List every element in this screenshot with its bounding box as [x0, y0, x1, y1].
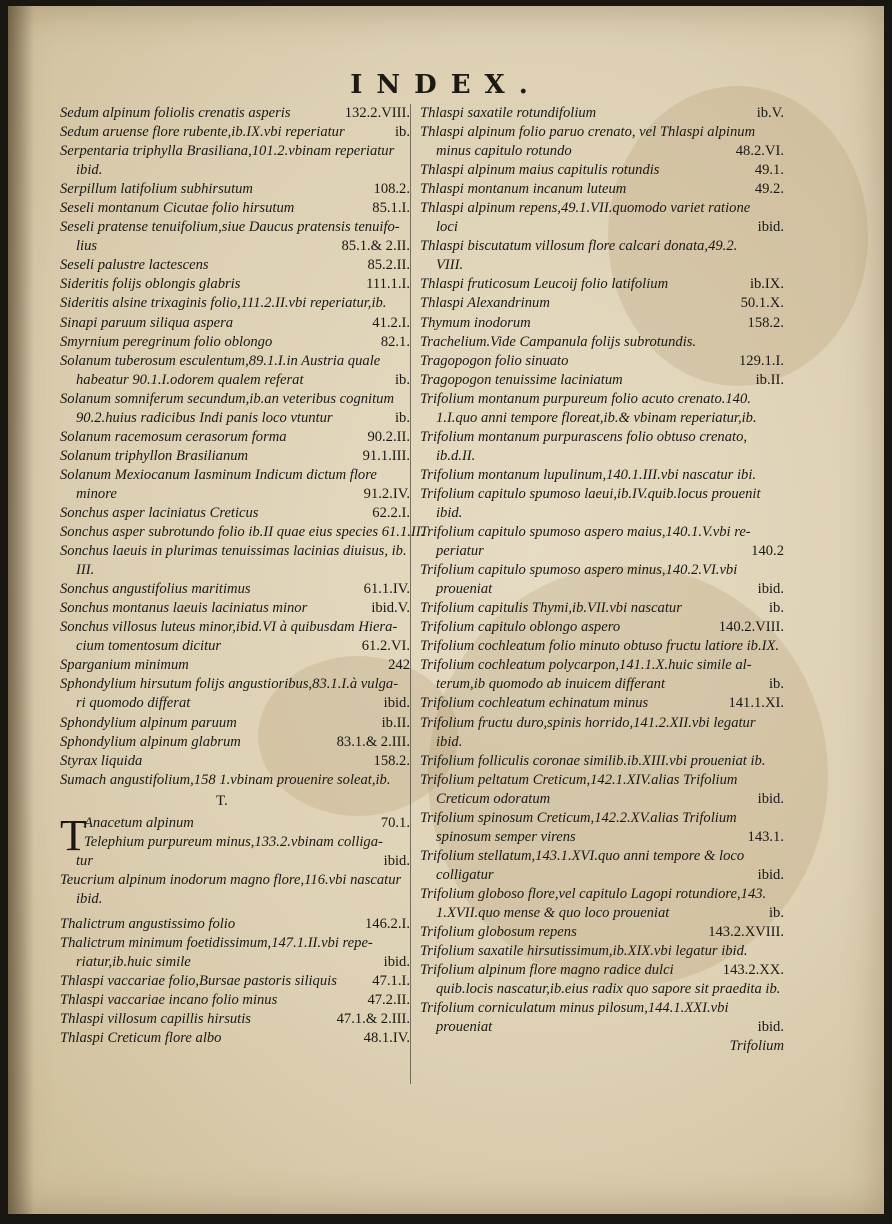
entry-reference: 85.2.II.	[367, 257, 410, 274]
index-entry	[60, 371, 410, 390]
index-entry	[420, 256, 784, 275]
index-entry	[60, 890, 410, 909]
index-entry	[60, 972, 410, 991]
entry-reference: 47.1.I.	[372, 973, 410, 990]
index-entry	[420, 999, 784, 1018]
entry-reference: 91.2.IV.	[363, 485, 410, 502]
index-entry	[60, 714, 410, 733]
entry-text: Trifolium corniculatum minus pilosum,144.1.XXI.vbi	[420, 1000, 729, 1017]
index-entry	[420, 771, 784, 790]
entry-list-t	[60, 810, 410, 1049]
entry-reference: 47.1.& 2.III.	[336, 1011, 410, 1028]
entry-reference: ib.II.	[381, 714, 410, 731]
entry-text: proueniat	[436, 1019, 493, 1036]
entry-text: Sonchus asper subrotundo folio ib.II quae eius species 61.1.II.	[60, 524, 425, 541]
index-entry	[420, 523, 784, 542]
index-entry	[60, 218, 410, 237]
entry-text: lius	[76, 238, 98, 255]
entry-reference: ibid.	[383, 852, 410, 869]
index-entry	[60, 352, 410, 371]
index-entry	[60, 991, 410, 1010]
index-entry	[420, 352, 784, 371]
index-entry	[420, 428, 784, 447]
entry-text: habeatur 90.1.I.odorem qualem referat	[76, 371, 304, 388]
entry-reference: ib.	[395, 124, 410, 141]
entry-text: Tragopogon folio sinuato	[420, 352, 569, 369]
index-entry	[60, 180, 410, 199]
entry-reference: 70.1.	[380, 814, 410, 831]
entry-reference: 50.1.X.	[740, 295, 784, 312]
page-heading: INDEX.	[350, 70, 542, 100]
index-entry	[420, 866, 784, 885]
entry-reference: ibid.	[383, 695, 410, 712]
index-entry	[420, 199, 784, 218]
index-entry	[60, 1010, 410, 1029]
index-column-right	[420, 104, 784, 1056]
entry-reference: 82.1.	[380, 333, 410, 350]
index-entry	[60, 733, 410, 752]
entry-text: Trifolium montanum purpureum folio acuto crenato.140.	[420, 390, 751, 407]
entry-reference: 47.2.II.	[367, 992, 410, 1009]
entry-text: minore	[76, 485, 117, 502]
index-entry	[60, 161, 410, 180]
index-entry	[420, 961, 784, 980]
index-entry	[60, 814, 410, 833]
entry-text: Trifolium capitulis Thymi,ib.VII.vbi nascatur	[420, 600, 682, 617]
index-entry	[60, 123, 410, 142]
entry-reference: ib.	[769, 904, 784, 921]
index-entry	[60, 580, 410, 599]
entry-reference: 146.2.I.	[365, 915, 410, 932]
entry-text: Sphondylium alpinum paruum	[60, 714, 237, 731]
entry-reference: ib.	[769, 676, 784, 693]
entry-text: Thymum inodorum	[420, 314, 531, 331]
index-entry	[60, 934, 410, 953]
entry-text: Sonchus asper laciniatus Creticus	[60, 504, 259, 521]
entry-reference: 49.1.	[754, 162, 784, 179]
entry-text: Trifolium stellatum,143.1.XVI.quo anni tempore & loco	[420, 847, 745, 864]
entry-text: Seseli montanum Cicutae folio hirsutum	[60, 200, 295, 217]
index-entry	[420, 733, 784, 752]
entry-text: VIII.	[436, 257, 464, 274]
entry-reference: 158.2.	[747, 314, 784, 331]
catchword: Trifolium	[729, 1038, 784, 1055]
section-header-t	[60, 790, 410, 814]
index-entry	[60, 599, 410, 618]
index-entry	[420, 504, 784, 523]
entry-list-s	[60, 104, 425, 790]
index-entry	[60, 466, 410, 485]
entry-text: Sinapi paruum siliqua aspera	[60, 314, 234, 331]
index-entry	[420, 942, 784, 961]
entry-text: Trifolium peltatum Creticum,142.1.XIV.alias Trifolium	[420, 771, 738, 788]
index-entry	[420, 485, 784, 504]
entry-reference: 49.2.	[754, 181, 784, 198]
index-entry	[60, 237, 410, 256]
entry-text: Sonchus angustifolius maritimus	[60, 581, 251, 598]
entry-reference: ibid.	[757, 790, 784, 807]
entry-text: Trifolium capitulo oblongo aspero	[420, 619, 621, 636]
index-entry	[420, 390, 784, 409]
entry-text: Anacetum alpinum	[84, 814, 194, 831]
index-entry	[60, 915, 410, 934]
index-entry	[60, 542, 410, 561]
index-entry	[60, 390, 410, 409]
entry-text: Thlaspi saxatile rotundifolium	[420, 105, 597, 121]
index-column-left	[60, 104, 425, 1048]
entry-text: riatur,ib.huic simile	[76, 954, 191, 971]
index-entry	[60, 637, 410, 656]
index-entry	[420, 409, 784, 428]
index-entry	[60, 752, 410, 771]
entry-text: Thlaspi vaccariae folio,Bursae pastoris siliquis	[60, 973, 337, 990]
entry-text: Solanum Mexiocanum Iasminum Indicum dictum flore	[60, 466, 377, 483]
drop-initial: T	[60, 810, 87, 860]
entry-text: Thlaspi alpinum repens,49.1.VII.quomodo variet ratione	[420, 200, 751, 217]
entry-text: Serpillum latifolium subhirsutum	[60, 181, 253, 198]
entry-text: Thlaspi villosum capillis hirsutis	[60, 1011, 251, 1028]
entry-text: ib.d.II.	[436, 447, 476, 464]
entry-reference: ib.	[769, 600, 784, 617]
entry-text: minus capitulo rotundo	[436, 143, 572, 160]
entry-text: Trifolium globosum repens	[420, 924, 577, 941]
entry-text: Trachelium.Vide Campanula folijs subrotundis.	[420, 333, 697, 350]
entry-text: Trifolium folliculis coronae similib.ib.XIII.vbi proueniat ib.	[420, 752, 766, 769]
entry-text: ibid.	[76, 162, 103, 179]
index-entry	[420, 618, 784, 637]
binding-gutter	[8, 6, 34, 1214]
entry-list-t-cont	[420, 104, 784, 1037]
index-entry	[420, 161, 784, 180]
entry-text: Thlaspi biscutatum villosum flore calcari donata,49.2.	[420, 238, 738, 255]
index-entry	[60, 294, 410, 313]
entry-text: Seseli pratense tenuifolium,siue Daucus pratensis tenuifo-	[60, 219, 400, 236]
entry-reference: ib.	[395, 371, 410, 388]
entry-reference: 129.1.I.	[739, 352, 784, 369]
entry-text: Trifolium montanum purpurascens folio obtuso crenato,	[420, 428, 748, 445]
entry-text: 1.XVII.quo mense & quo loco proueniat	[436, 904, 670, 921]
entry-text: Trifolium fructu duro,spinis horrido,141.2.XII.vbi legatur	[420, 714, 756, 731]
entry-reference: 83.1.& 2.III.	[336, 733, 410, 750]
index-entry	[60, 142, 410, 161]
entry-text: 1.I.quo anni tempore floreat,ib.& vbinam reperiatur,ib.	[436, 409, 757, 426]
entry-reference: 141.1.XI.	[728, 695, 784, 712]
index-entry	[60, 333, 410, 352]
index-entry	[420, 294, 784, 313]
index-entry	[420, 542, 784, 561]
entry-reference: ibid.	[757, 219, 784, 236]
entry-text: Sparganium minimum	[60, 657, 189, 674]
index-entry	[60, 771, 410, 790]
index-entry	[60, 428, 410, 447]
index-entry	[60, 199, 410, 218]
entry-text: Sideritis folijs oblongis glabris	[60, 276, 241, 293]
index-entry	[60, 656, 410, 675]
entry-text: Solanum racemosum cerasorum forma	[60, 428, 287, 445]
entry-text: Thlaspi alpinum maius capitulis rotundis	[420, 162, 660, 179]
entry-reference: 143.2.XX.	[722, 962, 784, 979]
entry-text: ibid.	[436, 733, 463, 750]
index-entry	[60, 675, 410, 694]
entry-text: Sumach angustifolium,158 1.vbinam prouenire soleat,ib.	[60, 771, 391, 788]
entry-reference: ibid.	[757, 866, 784, 883]
entry-text: Thlaspi montanum incanum luteum	[420, 181, 627, 198]
entry-reference: 140.2	[751, 543, 784, 560]
catchword-line	[420, 1037, 784, 1056]
entry-reference: ibid.	[757, 1019, 784, 1036]
entry-reference: 61.1.IV.	[363, 581, 410, 598]
index-entry	[420, 694, 784, 713]
entry-text: Thlaspi alpinum folio paruo crenato, vel Thlaspi alpinum	[420, 124, 756, 141]
index-entry	[60, 1029, 410, 1048]
index-entry	[420, 580, 784, 599]
entry-text: Sonchus laeuis in plurimas tenuissimas lacinias diuisus, ib.	[60, 543, 407, 560]
index-entry	[420, 180, 784, 199]
entry-text: Thlaspi vaccariae incano folio minus	[60, 992, 278, 1009]
entry-text: ri quomodo differat	[76, 695, 191, 712]
index-entry	[60, 618, 410, 637]
entry-reference: ibid.V.	[371, 600, 410, 617]
index-entry	[60, 871, 410, 890]
entry-text: ibid.	[436, 504, 463, 521]
index-entry	[60, 314, 410, 333]
index-entry	[420, 885, 784, 904]
entry-text: Sedum alpinum foliolis crenatis asperis	[60, 105, 291, 121]
entry-reference: 242	[388, 657, 410, 674]
entry-text: loci	[436, 219, 458, 236]
index-entry	[420, 923, 784, 942]
entry-text: Trifolium alpinum flore magno radice dulci	[420, 962, 674, 979]
section-t	[60, 810, 410, 1049]
entry-reference: 143.1.	[747, 828, 784, 845]
index-entry	[420, 275, 784, 294]
entry-reference: 158.2.	[373, 752, 410, 769]
index-entry	[420, 980, 784, 999]
entry-reference: 143.2.XVIII.	[708, 924, 784, 941]
index-entry	[60, 694, 410, 713]
index-entry	[420, 561, 784, 580]
entry-text: Trifolium saxatile hirsutissimum,ib.XIX.vbi legatur ibid.	[420, 943, 748, 960]
entry-text: Thalictrum angustissimo folio	[60, 915, 236, 932]
index-entry	[420, 752, 784, 771]
entry-reference: 62.2.I.	[372, 504, 410, 521]
index-entry	[420, 675, 784, 694]
index-entry	[420, 714, 784, 733]
entry-text: Trifolium cochleatum folio minuto obtuso fructu latiore ib.IX.	[420, 638, 780, 655]
entry-reference: ibid.	[383, 954, 410, 971]
index-entry	[420, 104, 784, 123]
entry-text: 90.2.huius radicibus Indi panis loco vtuntur	[76, 409, 333, 426]
entry-text: Trifolium capitulo spumoso aspero minus,140.2.VI.vbi	[420, 562, 738, 579]
entry-text: Trifolium cochleatum polycarpon,141.1.X.huic simile al-	[420, 657, 752, 674]
entry-reference: 111.1.I.	[366, 276, 410, 293]
index-entry	[420, 142, 784, 161]
index-entry	[60, 485, 410, 504]
entry-text: spinosum semper virens	[436, 828, 576, 845]
column-divider	[410, 104, 411, 1084]
entry-text: cium tomentosum dicitur	[76, 638, 222, 655]
entry-text: Serpentaria triphylla Brasiliana,101.2.vbinam reperiatur	[60, 143, 395, 160]
entry-text: Thlaspi Alexandrinum	[420, 295, 550, 312]
entry-reference: 85.1.& 2.II.	[341, 238, 410, 255]
entry-text: colligatur	[436, 866, 494, 883]
entry-text: Solanum tuberosum esculentum,89.1.I.in Austria quale	[60, 352, 381, 369]
entry-text: Trifolium spinosum Creticum,142.2.XV.alias Trifolium	[420, 809, 737, 826]
index-entry	[420, 904, 784, 923]
entry-text: III.	[76, 562, 95, 579]
entry-text: Tragopogon tenuissime laciniatum	[420, 371, 623, 388]
entry-text: Sideritis alsine trixaginis folio,111.2.II.vbi reperiatur,ib.	[60, 295, 387, 312]
entry-text: tur	[76, 852, 94, 869]
entry-reference: 132.2.VIII.	[344, 105, 410, 121]
index-entry	[420, 828, 784, 847]
entry-text: quib.locis nascatur,ib.eius radix quo sapore sit praedita ib.	[436, 981, 781, 998]
entry-text: Sonchus villosus luteus minor,ibid.VI à quibusdam Hiera-	[60, 619, 398, 636]
entry-text: Trifolium montanum lupulinum,140.1.III.vbi nascatur ibi.	[420, 466, 757, 483]
index-entry	[60, 104, 410, 123]
entry-reference: ib.	[395, 409, 410, 426]
index-entry	[420, 599, 784, 618]
index-entry	[420, 847, 784, 866]
index-entry	[60, 504, 410, 523]
index-entry	[420, 123, 784, 142]
index-entry	[60, 833, 410, 852]
entry-text: ibid.	[76, 890, 103, 907]
entry-text: Teucrium alpinum inodorum magno flore,116.vbi nascatur	[60, 871, 402, 888]
entry-text: Solanum triphyllon Brasilianum	[60, 447, 249, 464]
entry-text: Sonchus montanus laeuis laciniatus minor	[60, 600, 308, 617]
index-entry	[60, 852, 410, 871]
entry-reference: ibid.	[757, 581, 784, 598]
index-entry	[420, 1018, 784, 1037]
entry-text: Creticum odoratum	[436, 790, 551, 807]
index-entry	[420, 333, 784, 352]
index-entry	[420, 790, 784, 809]
index-entry	[420, 371, 784, 390]
entry-text: Trifolium globoso flore,vel capitulo Lagopi rotundiore,143.	[420, 885, 767, 902]
book-page	[8, 6, 884, 1214]
entry-text: Seseli palustre lactescens	[60, 257, 209, 274]
index-entry	[60, 256, 410, 275]
entry-text: Thlaspi fruticosum Leucoij folio latifolium	[420, 276, 669, 293]
index-entry	[60, 523, 425, 542]
index-entry	[60, 561, 410, 580]
entry-text: Trifolium cochleatum echinatum minus	[420, 695, 649, 712]
entry-reference: 61.2.VI.	[361, 638, 410, 655]
entry-reference: ib.V.	[756, 105, 784, 121]
entry-reference: 48.2.VI.	[735, 143, 784, 160]
index-entry	[60, 953, 410, 972]
entry-reference: 41.2.I.	[372, 314, 410, 331]
entry-text: terum,ib quomodo ab inuicem differant	[436, 676, 666, 693]
entry-reference: 48.1.IV.	[363, 1030, 410, 1047]
index-entry	[60, 275, 410, 294]
section-letter: T.	[216, 792, 228, 809]
entry-text: Sphondylium hirsutum folijs angustioribus,83.1.I.à vulga-	[60, 676, 399, 693]
index-entry	[420, 809, 784, 828]
index-entry	[420, 237, 784, 256]
entry-reference: ib.IX.	[749, 276, 784, 293]
index-entry	[60, 409, 410, 428]
entry-reference: 140.2.VIII.	[718, 619, 784, 636]
entry-text: Sedum aruense flore rubente,ib.IX.vbi reperiatur	[60, 124, 345, 141]
entry-text: Thlaspi Creticum flore albo	[60, 1030, 222, 1047]
index-entry	[420, 218, 784, 237]
index-entry	[420, 466, 784, 485]
index-entry	[420, 447, 784, 466]
entry-text: Trifolium capitulo spumoso aspero maius,140.1.V.vbi re-	[420, 524, 751, 541]
index-entry	[420, 314, 784, 333]
index-entry	[420, 637, 784, 656]
entry-text: periatur	[436, 543, 484, 560]
entry-text: Sphondylium alpinum glabrum	[60, 733, 241, 750]
entry-reference: 90.2.II.	[367, 428, 410, 445]
entry-text: Styrax liquida	[60, 752, 143, 769]
entry-text: Trifolium capitulo spumoso laeui,ib.IV.quib.locus prouenit	[420, 485, 761, 502]
entry-text: Thalictrum minimum foetidissimum,147.1.II.vbi repe-	[60, 934, 373, 951]
entry-text: Solanum somniferum secundum,ib.an veteribus cognitum	[60, 390, 394, 407]
index-entry	[60, 447, 410, 466]
entry-reference: ib.II.	[755, 371, 784, 388]
entry-text: Telephium purpureum minus,133.2.vbinam colliga-	[84, 833, 383, 850]
index-entry	[420, 656, 784, 675]
entry-reference: 91.1.III.	[362, 447, 410, 464]
entry-reference: 108.2.	[373, 181, 410, 198]
entry-text: Smyrnium peregrinum folio oblongo	[60, 333, 273, 350]
entry-reference: 85.1.I.	[372, 200, 410, 217]
entry-text: proueniat	[436, 581, 493, 598]
